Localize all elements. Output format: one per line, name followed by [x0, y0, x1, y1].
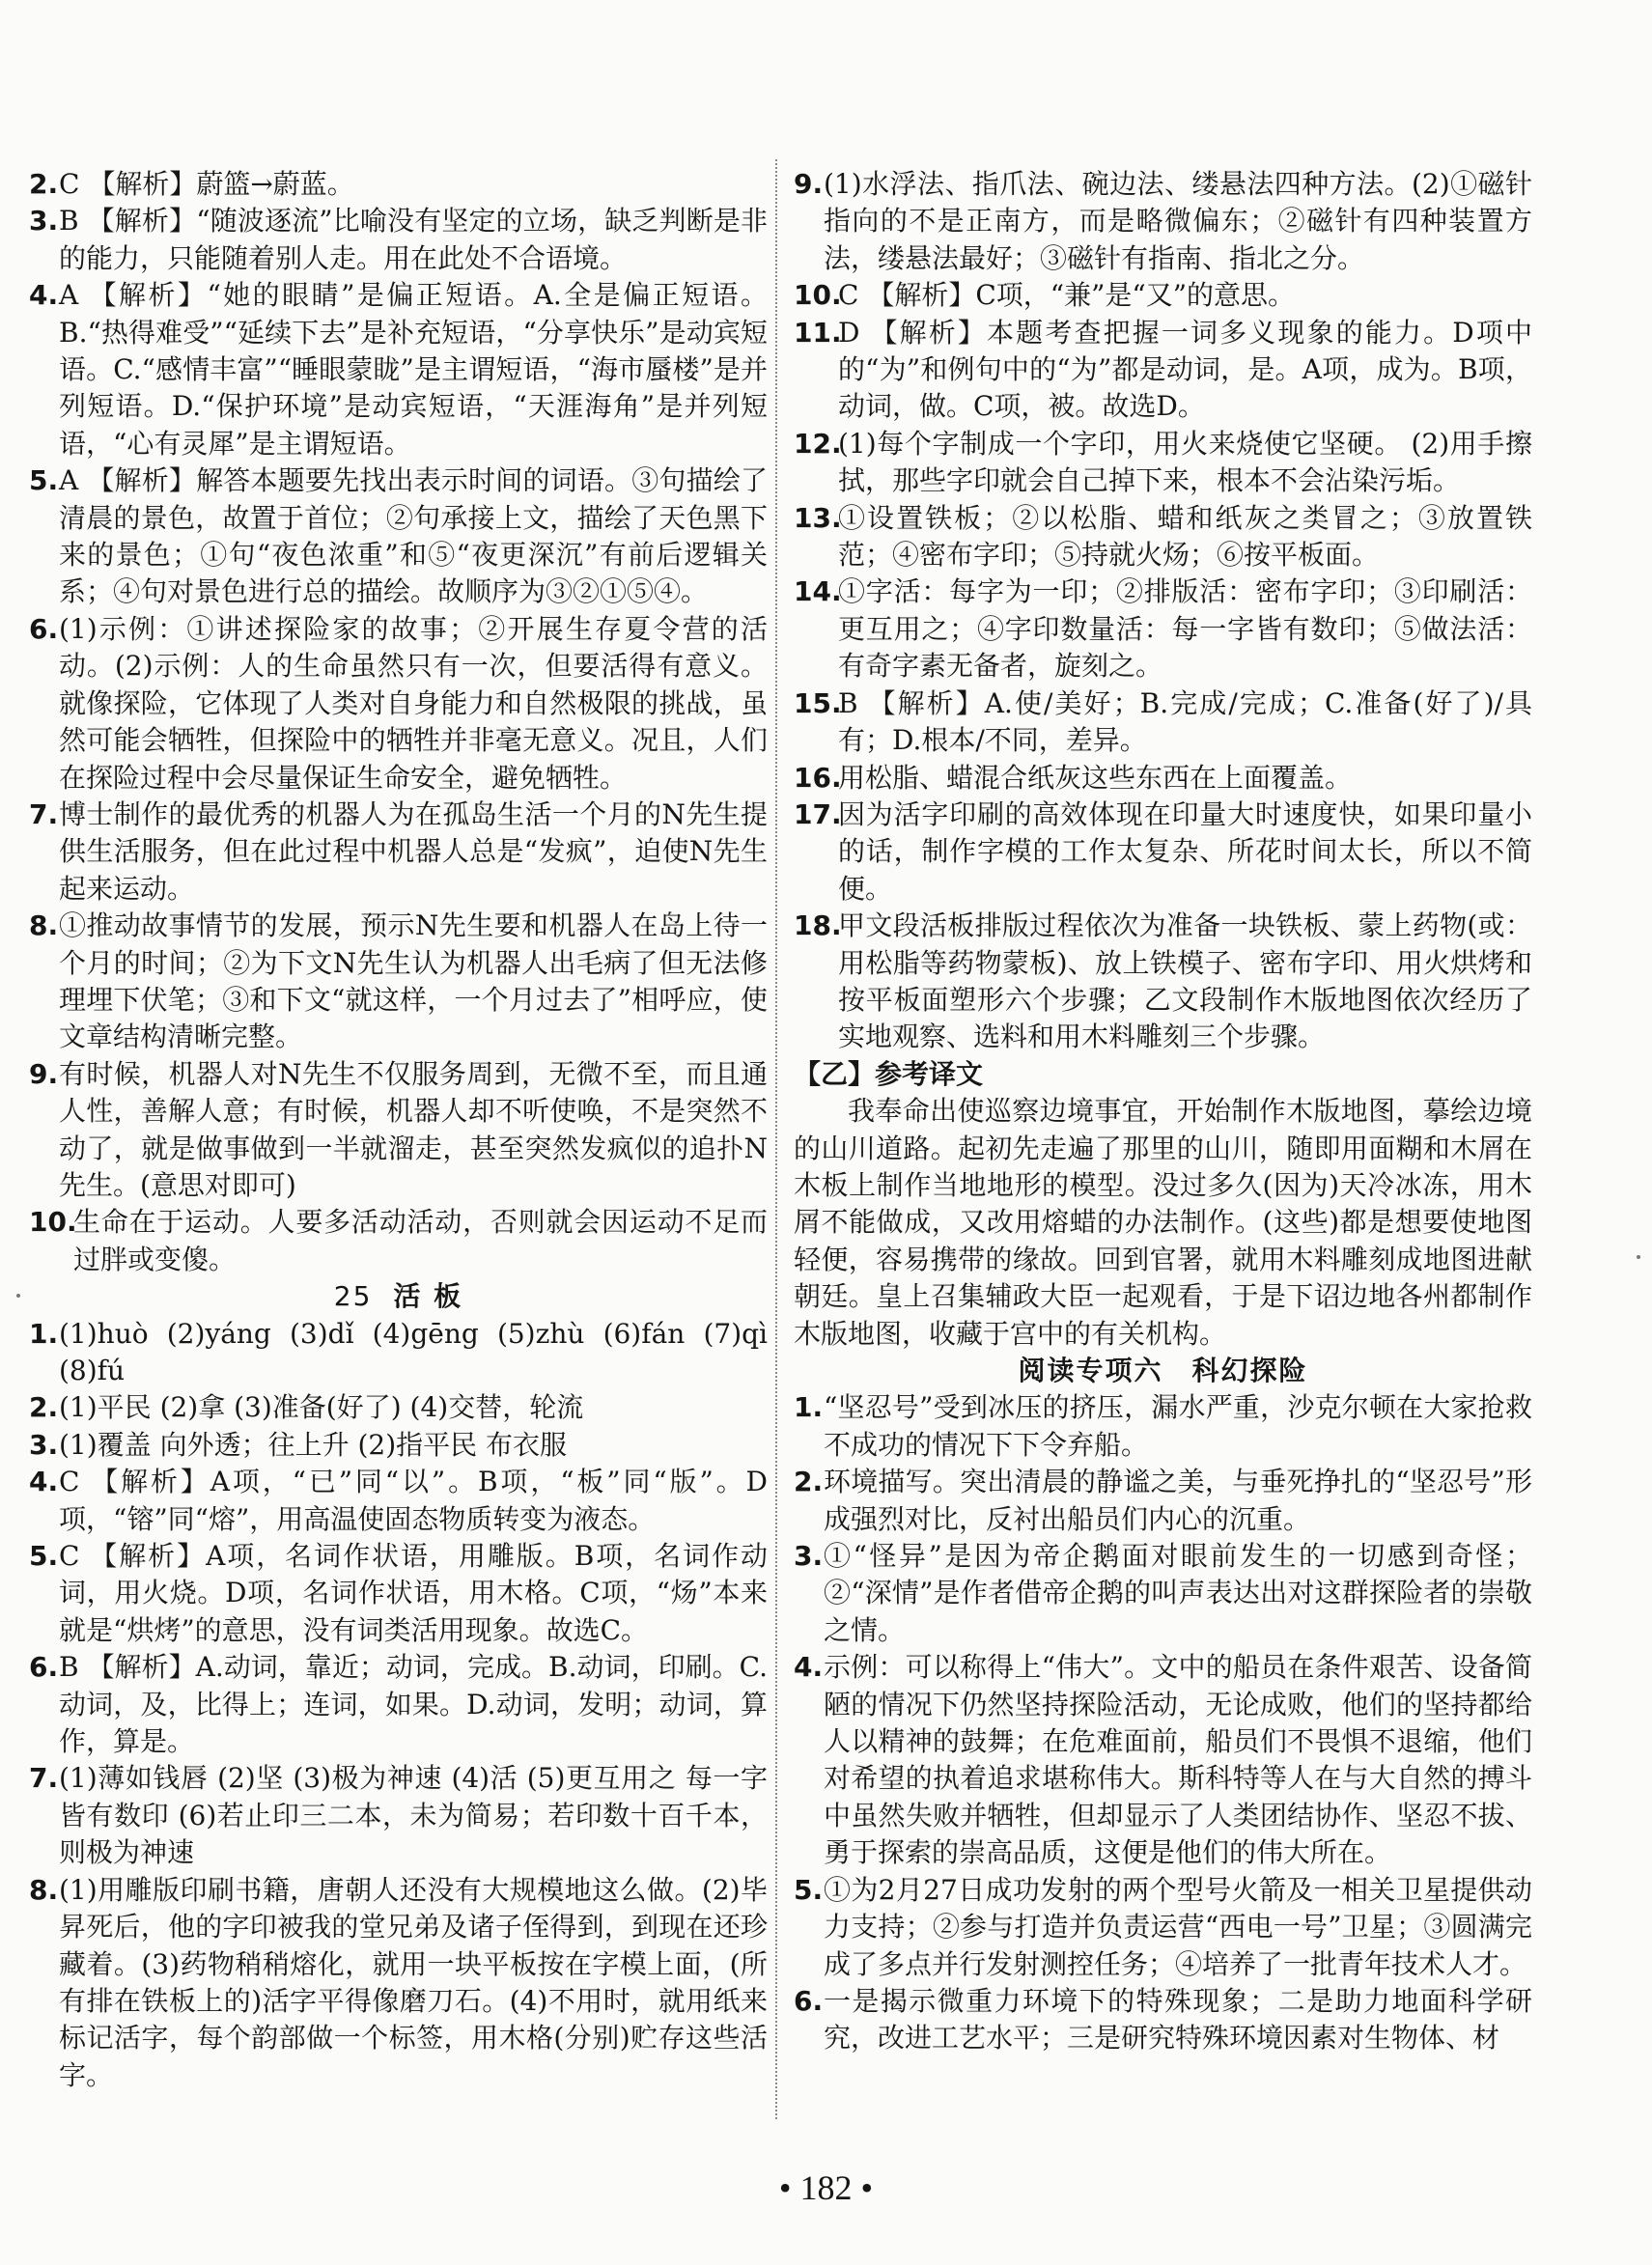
item-text: (1)每个字制成一个字印，用火来烧使它坚硬。 (2)用手擦拭，那些字印就会自己掉下来，根本不会沾染污垢。 — [838, 427, 1532, 497]
answer-item — [794, 166, 1532, 277]
answer-item — [29, 1649, 768, 1760]
item-text: (1)huò (2)yáng (3)dǐ (4)gēng (5)zhù (6)fán (7)qì (8)fú — [59, 1317, 768, 1386]
item-text: (1)示例：①讲述探险家的故事；②开展生存夏令营的活动。(2)示例：人的生命虽然只有一次，但要活得有意义。就像探险，它体现了人类对自身能力和自然极限的挑战，虽然可能会牺牲，但探险中的牺牲并非毫无意义。况且，人们在探险过程中会尽量保证生命安全，避免牺牲。 — [59, 612, 768, 794]
item-text: ①“怪异”是因为帝企鹅面对眼前发生的一切感到奇怪；②“深情”是作者借帝企鹅的叫声表达出对这群探险者的崇敬之情。 — [824, 1540, 1532, 1646]
item-text: 生命在于运动。人要多活动活动，否则就会因运动不足而过胖或变傻。 — [73, 1206, 768, 1275]
item-number: 10. — [29, 1206, 77, 1239]
answer-item — [29, 1427, 768, 1464]
item-number: 18. — [794, 909, 842, 942]
answer-item — [29, 1316, 768, 1390]
answer-item — [29, 277, 768, 462]
item-number: 10. — [794, 279, 842, 312]
answer-item — [794, 1983, 1532, 2057]
section-title — [794, 1353, 1532, 1389]
answer-item — [29, 611, 768, 797]
item-text: C 【解析】A项，名词作状语，用雕版。B项，名词作动词，用火烧。D项，名词作状语，用木格。C项，“炀”本来就是“烘烤”的意思，没有词类活用现象。故选C。 — [59, 1540, 768, 1646]
item-text: 一是揭示微重力环境下的特殊现象；二是助力地面科学研究，改进工艺水平；三是研究特殊环境因素对生物体、材 — [824, 1984, 1532, 2055]
item-number: 5. — [29, 464, 59, 497]
item-number: 16. — [794, 761, 842, 794]
answer-item — [794, 1872, 1532, 1983]
section-title-text: 阅读专项六 科幻探险 — [1018, 1355, 1308, 1386]
answer-item — [794, 500, 1532, 574]
item-text: D 【解析】本题考查把握一词多义现象的能力。D项中的“为”和例句中的“为”都是动词，是。A项，成为。B项，动词，做。C项，被。故选D。 — [838, 316, 1532, 423]
item-number: 2. — [794, 1466, 824, 1498]
answer-item — [794, 760, 1532, 797]
item-number: 4. — [29, 279, 59, 312]
item-text: 博士制作的最优秀的机器人为在孤岛生活一个月的N先生提供生活服务，但在此过程中机器人总是“发疯”，迫使N先生起来运动。 — [59, 797, 768, 905]
item-number: 9. — [794, 168, 824, 200]
answer-item — [794, 1389, 1532, 1464]
answer-item — [29, 1464, 768, 1538]
page-number: • 182 • — [778, 2168, 874, 2207]
answer-item — [29, 908, 768, 1056]
answer-item — [29, 1204, 768, 1278]
column-divider — [775, 159, 777, 2119]
item-text: C 【解析】C项，“兼”是“又”的意思。 — [838, 279, 1296, 312]
item-text: (1)覆盖 向外透；往上升 (2)指平民 布衣服 — [59, 1428, 568, 1461]
answer-item — [29, 797, 768, 908]
item-number: 7. — [29, 797, 59, 830]
item-number: 1. — [794, 1391, 824, 1424]
item-number: 2. — [29, 168, 59, 200]
translation-heading: 【乙】参考译文 — [794, 1057, 984, 1090]
item-text: ①推动故事情节的发展，预示N先生要和机器人在岛上待一个月的时间；②为下文N先生认为机器人出毛病了但无法修理埋下伏笔；③和下文“就这样，一个月过去了”相呼应，使文章结构清晰完整。 — [59, 909, 768, 1053]
answer-item — [29, 462, 768, 611]
item-number: 2. — [29, 1391, 59, 1424]
item-number: 6. — [29, 1651, 59, 1684]
answer-item — [794, 277, 1532, 314]
answer-item — [29, 1389, 768, 1426]
item-text: B 【解析】A.动词，靠近；动词，完成。B.动词，印刷。C.动词，及，比得上；连词，如果。D.动词，发明；动词，算作，算是。 — [59, 1651, 768, 1758]
item-number: 1. — [29, 1317, 59, 1350]
answer-item — [794, 685, 1532, 760]
answer-item — [794, 1649, 1532, 1871]
item-text: C 【解析】蔚篮→蔚蓝。 — [59, 168, 354, 200]
item-number: 8. — [29, 1873, 59, 1906]
answer-item — [29, 1538, 768, 1649]
item-text: 示例：可以称得上“伟大”。文中的船员在条件艰苦、设备简陋的情况下仍然坚持探险活动，无论成败，他们的坚持都给人以精神的鼓舞；在危难面前，船员们不畏惧不退缩，他们对希望的执着追求堪称伟大。斯科特等人在与大自然的搏斗中虽然失败并牺牲，但却显示了人类团结协作、坚忍不拔、勇于探索的崇高品质，这便是他们的伟大所在。 — [824, 1651, 1532, 1869]
item-number: 3. — [29, 1428, 59, 1461]
item-text: (1)平民 (2)拿 (3)准备(好了) (4)交替，轮流 — [59, 1391, 584, 1424]
item-text: ①设置铁板；②以松脂、蜡和纸灰之类冒之；③放置铁范；④密布字印；⑤持就火炀；⑥按平板面。 — [838, 501, 1532, 572]
item-number: 17. — [794, 797, 842, 830]
answer-item — [794, 573, 1532, 685]
item-text: ①字活：每字为一印；②排版活：密布字印；③印刷活：更互用之；④字印数量活：每一字皆有数印；⑤做法活：有奇字素无备者，旋刻之。 — [838, 575, 1532, 683]
answer-item — [29, 1760, 768, 1871]
item-number: 13. — [794, 501, 842, 534]
translation-paragraph: 我奉命出使巡察边境事宜，开始制作木版地图，摹绘边境的山川道路。起初先走遍了那里的山川，随即用面糊和木屑在木板上制作当地地形的模型。没过多久(因为)天冷冰冻，用木屑不能做成，又改用熔蜡的办法制作。(这些)都是想要使地图轻便，容易携带的缘故。回到官署，就用木料雕刻成地图进献朝廷。皇上召集辅政大臣一起观看，于是下诏边地各州都制作木版地图，收藏于宫中的有关机构。 — [794, 1095, 1532, 1350]
item-number: 3. — [794, 1540, 824, 1573]
item-text: B 【解析】“随波逐流”比喻没有坚定的立场，缺乏判断是非的能力，只能随着别人走。用在此处不合语境。 — [59, 205, 768, 274]
left-column — [29, 166, 768, 2094]
item-text: B 【解析】A.使/美好；B.完成/完成；C.准备(好了)/具有；D.根本/不同，差异。 — [838, 686, 1532, 757]
scan-speck — [16, 1294, 20, 1298]
item-text: (1)用雕版印刷书籍，唐朝人还没有大规模地这么做。(2)毕昇死后，他的字印被我的堂兄弟及诸子侄得到，到现在还珍藏着。(3)药物稍稍熔化，就用一块平板按在字模上面，(所有排在铁板上的)活字平得像磨刀石。(4)不用时，就用纸来标记活字，每个韵部做一个标签，用木格(分别)贮存这些活字。 — [59, 1873, 768, 2091]
item-number: 8. — [29, 909, 59, 942]
section-title-text: 活 板 — [393, 1280, 463, 1313]
item-number: 11. — [794, 316, 842, 349]
section-title — [29, 1278, 768, 1315]
item-number: 5. — [29, 1540, 59, 1573]
answer-item — [794, 315, 1532, 426]
item-number: 5. — [794, 1873, 824, 1906]
item-number: 3. — [29, 205, 59, 238]
item-number: 12. — [794, 427, 842, 460]
answer-item — [29, 203, 768, 277]
answer-item — [794, 1464, 1532, 1538]
item-number: 7. — [29, 1762, 59, 1795]
answer-item — [794, 426, 1532, 500]
item-text: 用松脂、蜡混合纸灰这些东西在上面覆盖。 — [838, 761, 1353, 794]
item-text: (1)水浮法、指爪法、碗边法、缕悬法四种方法。(2)①磁针指向的不是正南方，而是略微偏东；②磁针有四种装置方法，缕悬法最好；③磁针有指南、指北之分。 — [824, 168, 1532, 274]
answer-item — [794, 1538, 1532, 1649]
item-text: (1)薄如钱唇 (2)坚 (3)极为神速 (4)活 (5)更互用之 每一字皆有数印 (6)若止印三二本，未为简易；若印数十百千本，则极为神速 — [59, 1762, 768, 1869]
item-number: 9. — [29, 1057, 59, 1090]
answer-item — [794, 797, 1532, 908]
item-number: 14. — [794, 575, 842, 608]
item-text: A 【解析】“她的眼睛”是偏正短语。A.全是偏正短语。B.“热得难受”“延续下去”是补充短语，“分享快乐”是动宾短语。C.“感情丰富”“睡眼蒙眬”是主谓短语，“海市蜃楼”是并列短语。D.“保护环境”是动宾短语，“天涯海角”是并列短语，“心有灵犀”是主谓短语。 — [59, 279, 768, 460]
item-text: A 【解析】解答本题要先找出表示时间的词语。③句描绘了清晨的景色，故置于首位；②句承接上文，描绘了天色黑下来的景色；①句“夜色浓重”和⑤“夜更深沉”有前后逻辑关系；④句对景色进行总的描绘。故顺序为③②①⑤④。 — [59, 464, 768, 608]
section-number: 25 — [333, 1280, 373, 1313]
item-text: 因为活字印刷的高效体现在印量大时速度快，如果印量小的话，制作字模的工作太复杂、所花时间太长，所以不简便。 — [838, 797, 1532, 905]
scan-speck — [1637, 1255, 1640, 1259]
item-number: 4. — [29, 1466, 59, 1498]
item-text: 有时候，机器人对N先生不仅服务周到，无微不至，而且通人性，善解人意；有时候，机器人却不听使唤，不是突然不动了，就是做事做到一半就溜走，甚至突然发疯似的追扑N先生。(意思对即可) — [59, 1057, 768, 1201]
answer-item — [794, 908, 1532, 1056]
answer-item — [29, 1872, 768, 2094]
item-text: ①为2月27日成功发射的两个型号火箭及一相关卫星提供动力支持；②参与打造并负责运营“西电一号”卫星；③圆满完成了多点并行发射测控任务；④培养了一批青年技术人才。 — [824, 1873, 1532, 1980]
answer-item — [29, 1056, 768, 1205]
item-text: 甲文段活板排版过程依次为准备一块铁板、蒙上药物(或：用松脂等药物蒙板)、放上铁模子、密布字印、用火烘烤和按平板面塑形六个步骤；乙文段制作木版地图依次经历了实地观察、选料和用木料雕刻三个步骤。 — [838, 909, 1532, 1053]
item-text: C 【解析】A项，“已”同“以”。B项，“板”同“版”。D项，“镕”同“熔”，用高温使固态物质转变为液态。 — [59, 1466, 768, 1535]
item-number: 15. — [794, 686, 842, 719]
answer-item — [29, 166, 768, 203]
item-number: 6. — [794, 1984, 824, 2017]
right-column — [794, 166, 1532, 2057]
item-number: 4. — [794, 1651, 824, 1684]
item-number: 6. — [29, 612, 59, 645]
item-text: “坚忍号”受到冰压的挤压，漏水严重，沙克尔顿在大家抢救不成功的情况下下令弃船。 — [824, 1391, 1532, 1461]
item-text: 环境描写。突出清晨的静谧之美，与垂死挣扎的“坚忍号”形成强烈对比，反衬出船员们内心的沉重。 — [824, 1466, 1532, 1535]
